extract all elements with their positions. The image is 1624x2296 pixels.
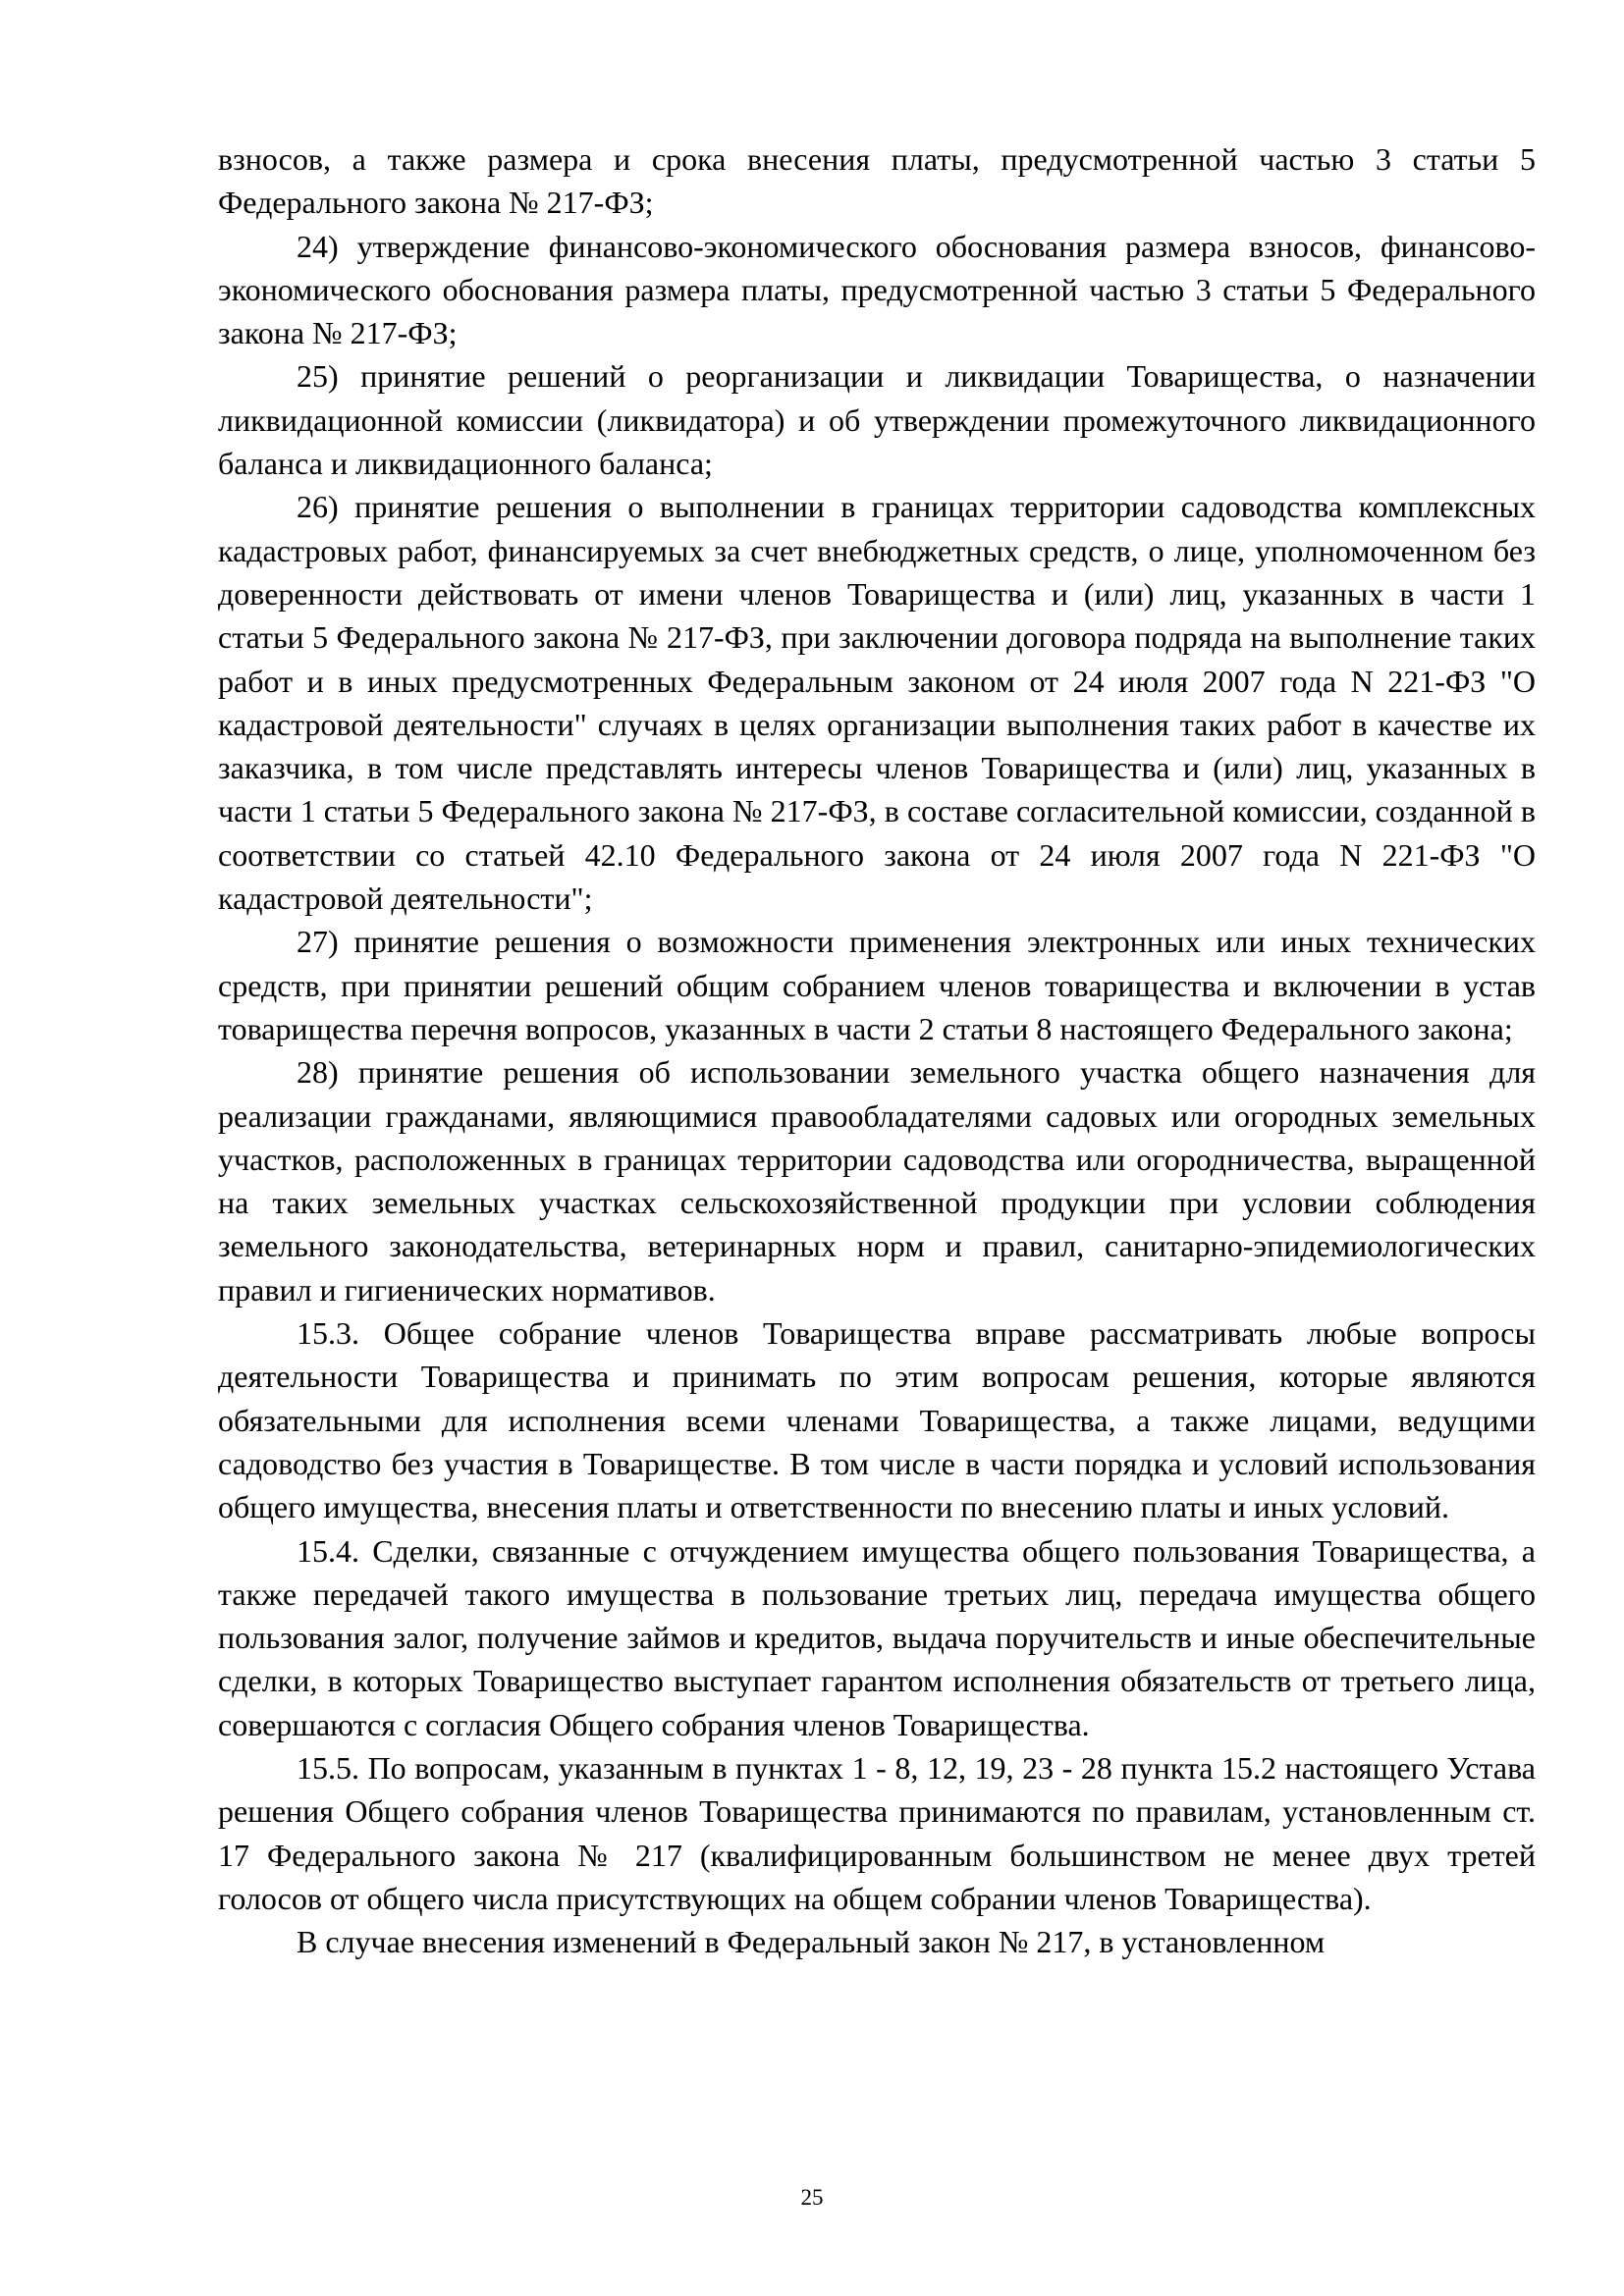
paragraph-clause-15-5-continuation: В случае внесения изменений в Федеральный закон № 217, в установленном: [297, 1924, 1326, 1960]
page-number: 25: [800, 2185, 824, 2210]
document-page: [218, 137, 1536, 1963]
paragraph-continuation-23: взносов, а также размера и срока внесения платы, предусмотренной частью 3 статьи 5 Федерального закона № 217-ФЗ;: [218, 141, 1536, 221]
paragraph-item-24: 24) утверждение финансово-экономического обоснования размера взносов, финансово-экономического обоснования размера платы, предусмотренной частью 3 статьи 5 Федерального закона № 217-ФЗ;: [218, 228, 1536, 351]
paragraph-item-27: 27) принятие решения о возможности применения электронных или иных технических средств, при принятии решений общим собранием членов товарищества и включении в устав товарищества перечня вопросов, указанных в части 2 статьи 8 настоящего Федерального закона;: [218, 924, 1536, 1046]
paragraph-clause-15-4: 15.4. Сделки, связанные с отчуждением имущества общего пользования Товарищества, а также передачей такого имущества в пользование третьих лиц, передача имущества общего пользования залог, получение займов и кредитов, выдача поручительств и иные обеспечительные сделки, в которых Товарищество выступает гарантом исполнения обязательств от третьего лица, совершаются с согласия Общего собрания членов Товарищества.: [218, 1532, 1536, 1742]
paragraph-item-28: 28) принятие решения об использовании земельного участка общего назначения для реализации гражданами, являющимися правообладателями садовых или огородных земельных участков, расположенных в границах территории садоводства или огородничества, выращенной на таких земельных участках сельскохозяйственной продукции при условии соблюдения земельного законодательства, ветеринарных норм и правил, санитарно-эпидемиологических правил и гигиенических нормативов.: [218, 1054, 1536, 1308]
paragraph-item-26: 26) принятие решения о выполнении в границах территории садоводства комплексных кадастровых работ, финансируемых за счет внебюджетных средств, о лице, уполномоченном без доверенности действовать от имени членов Товарищества и (или) лиц, указанных в части 1 статьи 5 Федерального закона № 217-ФЗ, при заключении договора подряда на выполнение таких работ и в иных предусмотренных Федеральным законом от 24 июля 2007 года N 221-ФЗ "О кадастровой деятельности" случаях в целях организации выполнения таких работ в качестве их заказчика, в том числе представлять интересы членов Товарищества и (или) лиц, указанных в части 1 статьи 5 Федерального закона № 217-ФЗ, в составе согласительной комиссии, созданной в соответствии со статьей 42.10 Федерального закона от 24 июля 2007 года N 221-ФЗ "О кадастровой деятельности";: [218, 489, 1536, 917]
paragraph-clause-15-5: 15.5. По вопросам, указанным в пунктах 1 - 8, 12, 19, 23 - 28 пункта 15.2 настоящего Устава решения Общего собрания членов Товарищества принимаются по правилам, установленным ст. 17 Федерального закона № 217 (квалифицированным большинством не менее двух третей голосов от общего числа присутствующих на общем собрании членов Товарищества).: [218, 1749, 1536, 1916]
paragraph-item-25: 25) принятие решений о реорганизации и ликвидации Товарищества, о назначении ликвидационной комиссии (ликвидатора) и об утверждении промежуточного ликвидационного баланса и ликвидационного баланса;: [218, 358, 1536, 482]
paragraph-clause-15-3: 15.3. Общее собрание членов Товарищества вправе рассматривать любые вопросы деятельности Товарищества и принимать по этим вопросам решения, которые являются обязательными для исполнения всеми членами Товарищества, а также лицами, ведущими садоводство без участия в Товариществе. В том числе в части порядка и условий использования общего имущества, внесения платы и ответственности по внесению платы и иных условий.: [218, 1315, 1536, 1525]
